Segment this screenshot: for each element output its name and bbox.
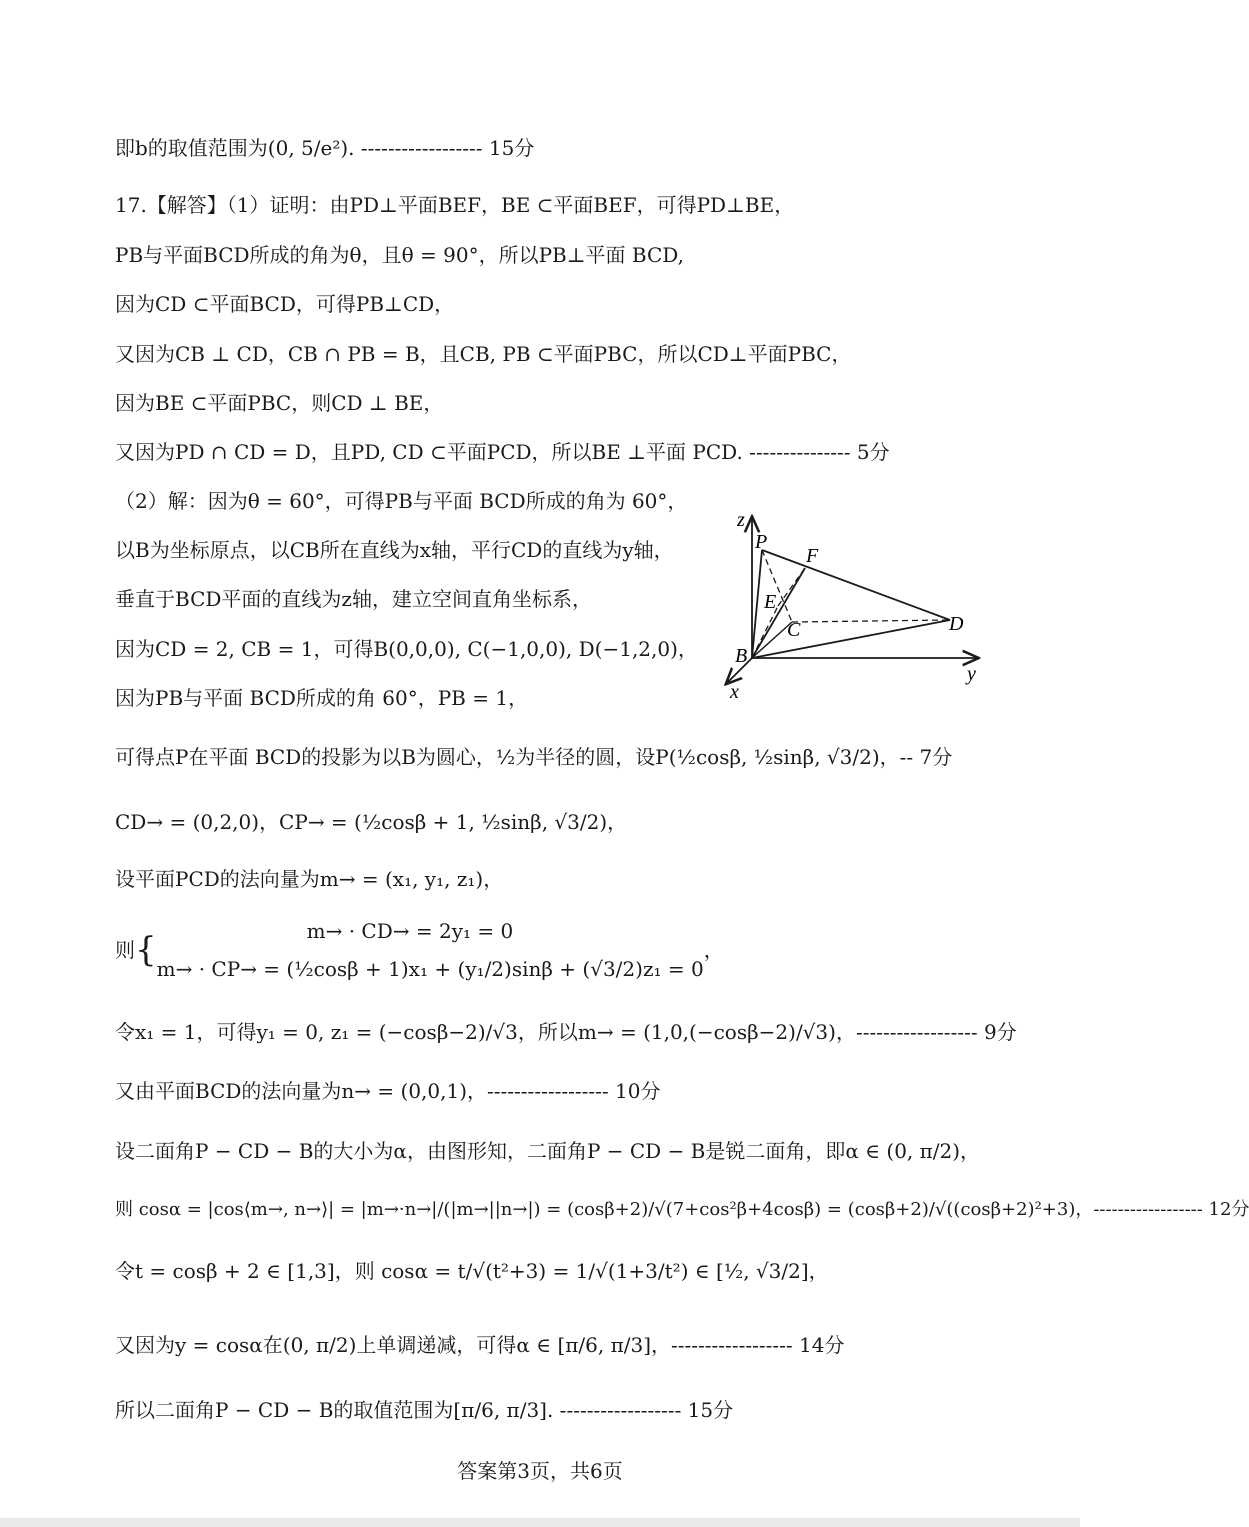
system-lines: [157, 912, 704, 988]
label-F: F: [806, 545, 819, 567]
bottom-bar: [0, 1518, 1080, 1527]
label-P: P: [755, 531, 768, 553]
label-E: E: [764, 591, 777, 613]
edge-CD: [792, 620, 950, 622]
system-eq-1: m→ · CD→ = 2y₁ = 0: [306, 919, 514, 943]
line-5: 又因为CB ⊥ CD，CB ∩ PB = B，且CB, PB ⊂平面PBC，所以CD⊥平面PBC，: [115, 342, 852, 366]
label-C: C: [787, 619, 801, 641]
edge-BC: [752, 622, 792, 658]
line-1: 即b的取值范围为(0, 5/e²). ------------------ 15分: [115, 136, 535, 160]
label-D: D: [949, 613, 964, 635]
system-eq-2: m→ · CP→ = (½cosβ + 1)x₁ + (y₁/2)sinβ + (√3/2)z₁ = 0: [156, 957, 704, 981]
ze-label: 则: [115, 938, 135, 962]
line-8: （2）解：因为θ = 60°，可得PB与平面 BCD所成的角为 60°，: [115, 489, 688, 513]
label-B: B: [735, 645, 748, 667]
line-17: 令x₁ = 1，可得y₁ = 0, z₁ = (−cosβ−2)/√3，所以m→ = (1,0,(−cosβ−2)/√3)，------------------ 9分: [115, 1020, 1017, 1044]
line-13: 可得点P在平面 BCD的投影为以B为圆心，½为半径的圆，设P(½cosβ, ½sinβ, √3/2)，-- 7分: [115, 745, 953, 769]
edge-PD: [762, 550, 950, 620]
line-10: 垂直于BCD平面的直线为z轴，建立空间直角坐标系，: [115, 587, 592, 611]
line-6: 因为BE ⊂平面PBC，则CD ⊥ BE，: [115, 391, 444, 415]
line-21: 令t = cosβ + 2 ∈ [1,3]，则 cosα = t/√(t²+3) = 1/√(1+3/t²) ∈ [½, √3/2]，: [115, 1259, 829, 1283]
system-comma: ，: [703, 938, 724, 962]
line-3: PB与平面BCD所成的角为θ，且θ = 90°，所以PB⊥平面 BCD,: [115, 243, 684, 267]
line-18: 又由平面BCD的法向量为n→ = (0,0,1)，------------------ 10分: [115, 1079, 661, 1103]
line-9: 以B为坐标原点，以CB所在直线为x轴，平行CD的直线为y轴，: [115, 538, 674, 562]
line-2: 17.【解答】（1）证明：由PD⊥平面BEF，BE ⊂平面BEF，可得PD⊥BE，: [115, 193, 795, 217]
page-footer: 答案第3页，共6页: [457, 1459, 623, 1483]
edge-BD: [752, 620, 950, 658]
line-11: 因为CD = 2, CB = 1，可得B(0,0,0), C(−1,0,0), D(−1,2,0)，: [115, 637, 698, 661]
line-14: CD→ = (0,2,0)，CP→ = (½cosβ + 1, ½sinβ, √3/2)，: [115, 810, 628, 834]
line-4: 因为CD ⊂平面BCD，可得PB⊥CD，: [115, 292, 455, 316]
left-brace: {: [135, 930, 157, 970]
label-x: x: [730, 681, 739, 703]
line-22: 又因为y = cosα在(0, π/2)上单调递减，可得α ∈ [π/6, π/3]，------------------ 14分: [115, 1333, 845, 1357]
line-12: 因为PB与平面 BCD所成的角 60°，PB = 1，: [115, 686, 529, 710]
line-23: 所以二面角P − CD − B的取值范围为[π/6, π/3]. ------------------ 15分: [115, 1398, 734, 1422]
line-20: 则 cosα = |cos⟨m→, n→⟩| = |m→·n→|/(|m→||n→|) = (cosβ+2)/√(7+cos²β+4cosβ) = (cosβ+2)/√((cosβ+2)²+3)，------------------ 12分: [115, 1199, 1249, 1220]
line-19: 设二面角P − CD − B的大小为α，由图形知，二面角P − CD − B是锐二面角，即α ∈ (0, π/2)，: [115, 1139, 981, 1163]
coordinate-figure: [715, 509, 985, 703]
equation-system: [115, 912, 724, 988]
label-y: y: [967, 663, 976, 685]
label-z: z: [737, 509, 745, 531]
line-15: 设平面PCD的法向量为m→ = (x₁, y₁, z₁)，: [115, 867, 504, 891]
line-7: 又因为PD ∩ CD = D，且PD, CD ⊂平面PCD，所以BE ⊥平面 PCD. --------------- 5分: [115, 440, 890, 464]
